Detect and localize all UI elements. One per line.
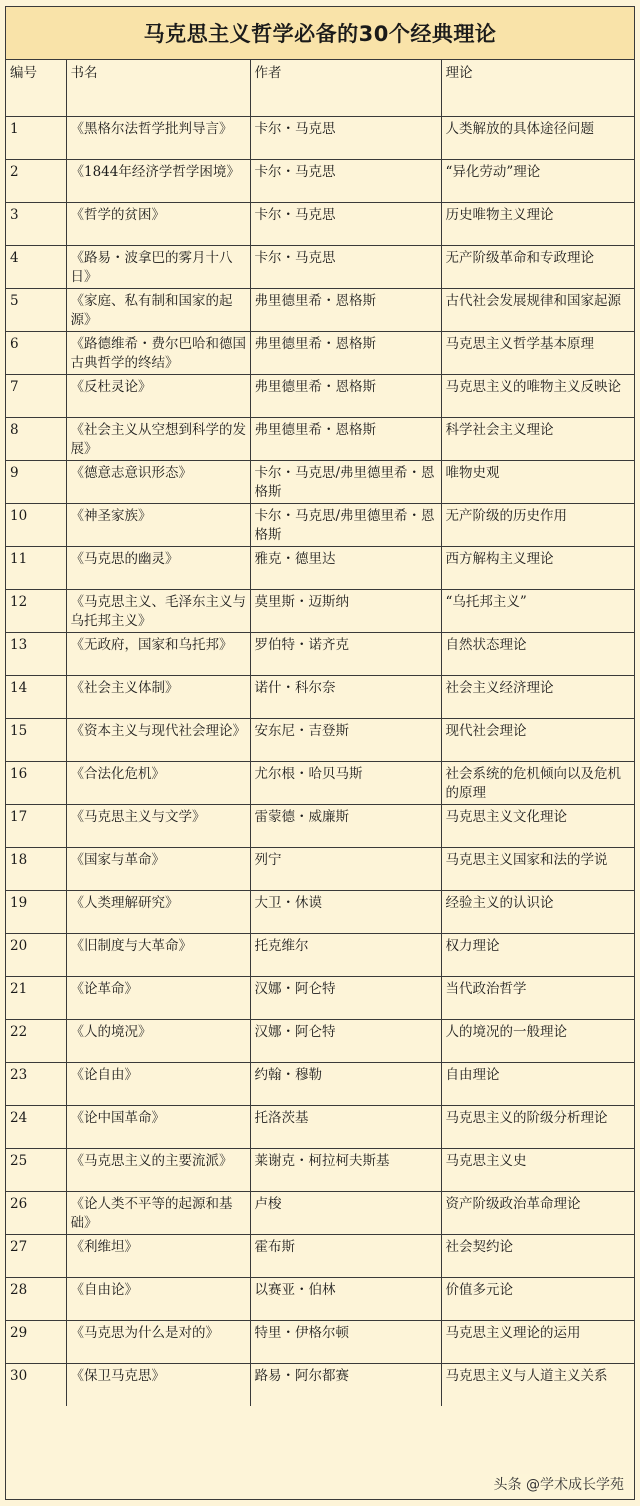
- row-number: 13: [6, 632, 66, 675]
- table-row: [6, 202, 634, 245]
- table-row: [6, 718, 634, 761]
- header-number: 编号: [6, 60, 66, 116]
- header-theory: 理论: [441, 60, 634, 116]
- row-number: 10: [6, 503, 66, 546]
- book-title: 《社会主义从空想到科学的发展》: [66, 417, 250, 460]
- row-number: 24: [6, 1105, 66, 1148]
- header-book-title: 书名: [66, 60, 250, 116]
- table-row: [6, 1019, 634, 1062]
- table-row: [6, 1062, 634, 1105]
- author: 卡尔・马克思/弗里德里希・恩格斯: [250, 460, 441, 503]
- author: 诺什・科尔奈: [250, 675, 441, 718]
- author: 路易・阿尔都赛: [250, 1363, 441, 1406]
- author: 列宁: [250, 847, 441, 890]
- book-title: 《无政府，国家和乌托邦》: [66, 632, 250, 675]
- book-title: 《马克思的幽灵》: [66, 546, 250, 589]
- book-title: 《论革命》: [66, 976, 250, 1019]
- book-title: 《人类理解研究》: [66, 890, 250, 933]
- theory: 古代社会发展规律和国家起源: [441, 288, 634, 331]
- table-row: [6, 804, 634, 847]
- author: 弗里德里希・恩格斯: [250, 331, 441, 374]
- book-title: 《旧制度与大革命》: [66, 933, 250, 976]
- author: 卡尔・马克思: [250, 245, 441, 288]
- theory: 现代社会理论: [441, 718, 634, 761]
- table-row: [6, 503, 634, 546]
- theory: 社会系统的危机倾向以及危机的原理: [441, 761, 634, 804]
- row-number: 28: [6, 1277, 66, 1320]
- book-title: 《马克思主义、毛泽东主义与乌托邦主义》: [66, 589, 250, 632]
- table-row: [6, 761, 634, 804]
- table-row: [6, 288, 634, 331]
- table-row: [6, 675, 634, 718]
- row-number: 22: [6, 1019, 66, 1062]
- watermark: 头条 @学术成长学苑: [492, 1474, 626, 1494]
- table-row: [6, 847, 634, 890]
- book-title: 《1844年经济学哲学困境》: [66, 159, 250, 202]
- author: 卡尔・马克思: [250, 159, 441, 202]
- theory: 科学社会主义理论: [441, 417, 634, 460]
- book-title: 《路易・波拿巴的雾月十八日》: [66, 245, 250, 288]
- row-number: 29: [6, 1320, 66, 1363]
- row-number: 26: [6, 1191, 66, 1234]
- row-number: 6: [6, 331, 66, 374]
- row-number: 16: [6, 761, 66, 804]
- theory: 人类解放的具体途径问题: [441, 116, 634, 159]
- author: 特里・伊格尔顿: [250, 1320, 441, 1363]
- author: 托克维尔: [250, 933, 441, 976]
- table-row: [6, 331, 634, 374]
- row-number: 18: [6, 847, 66, 890]
- table-row: [6, 546, 634, 589]
- book-title: 《论中国革命》: [66, 1105, 250, 1148]
- theory: 马克思主义的阶级分析理论: [441, 1105, 634, 1148]
- table-row: [6, 374, 634, 417]
- theory: 马克思主义国家和法的学说: [441, 847, 634, 890]
- row-number: 11: [6, 546, 66, 589]
- author: 霍布斯: [250, 1234, 441, 1277]
- author: 托洛茨基: [250, 1105, 441, 1148]
- table-row: [6, 460, 634, 503]
- theory: 马克思主义文化理论: [441, 804, 634, 847]
- theory: 权力理论: [441, 933, 634, 976]
- book-title: 《人的境况》: [66, 1019, 250, 1062]
- row-number: 5: [6, 288, 66, 331]
- table-row: [6, 1191, 634, 1234]
- author: 莫里斯・迈斯纳: [250, 589, 441, 632]
- author: 约翰・穆勒: [250, 1062, 441, 1105]
- theory: 资产阶级政治革命理论: [441, 1191, 634, 1234]
- author: 汉娜・阿仑特: [250, 976, 441, 1019]
- author: 卡尔・马克思: [250, 116, 441, 159]
- theory: 价值多元论: [441, 1277, 634, 1320]
- row-number: 27: [6, 1234, 66, 1277]
- table-row: [6, 417, 634, 460]
- author: 汉娜・阿仑特: [250, 1019, 441, 1062]
- book-title: 《家庭、私有制和国家的起源》: [66, 288, 250, 331]
- book-title: 《社会主义体制》: [66, 675, 250, 718]
- author: 雅克・德里达: [250, 546, 441, 589]
- book-title: 《利维坦》: [66, 1234, 250, 1277]
- row-number: 25: [6, 1148, 66, 1191]
- book-title: 《黑格尔法哲学批判导言》: [66, 116, 250, 159]
- book-title: 《资本主义与现代社会理论》: [66, 718, 250, 761]
- book-title: 《自由论》: [66, 1277, 250, 1320]
- table-title: 马克思主义哲学必备的30个经典理论: [6, 7, 634, 60]
- row-number: 21: [6, 976, 66, 1019]
- row-number: 12: [6, 589, 66, 632]
- theory: “异化劳动”理论: [441, 159, 634, 202]
- theory: 经验主义的认识论: [441, 890, 634, 933]
- book-title: 《保卫马克思》: [66, 1363, 250, 1406]
- theory: 无产阶级的历史作用: [441, 503, 634, 546]
- author: 卢梭: [250, 1191, 441, 1234]
- table-row: [6, 245, 634, 288]
- row-number: 8: [6, 417, 66, 460]
- theory: 历史唯物主义理论: [441, 202, 634, 245]
- book-title: 《论人类不平等的起源和基础》: [66, 1191, 250, 1234]
- book-title: 《国家与革命》: [66, 847, 250, 890]
- row-number: 30: [6, 1363, 66, 1406]
- row-number: 4: [6, 245, 66, 288]
- author: 弗里德里希・恩格斯: [250, 288, 441, 331]
- table-row: [6, 1105, 634, 1148]
- theory: 马克思主义哲学基本原理: [441, 331, 634, 374]
- row-number: 14: [6, 675, 66, 718]
- book-title: 《反杜灵论》: [66, 374, 250, 417]
- row-number: 15: [6, 718, 66, 761]
- theory: 社会主义经济理论: [441, 675, 634, 718]
- author: 大卫・休谟: [250, 890, 441, 933]
- table-row: [6, 890, 634, 933]
- book-title: 《合法化危机》: [66, 761, 250, 804]
- table-row: [6, 1363, 634, 1406]
- theory: 马克思主义史: [441, 1148, 634, 1191]
- table-row: [6, 116, 634, 159]
- table-row: [6, 933, 634, 976]
- table-row: [6, 159, 634, 202]
- header-author: 作者: [250, 60, 441, 116]
- book-table-sheet: [5, 6, 635, 1500]
- table-row: [6, 1277, 634, 1320]
- theory: 马克思主义与人道主义关系: [445, 1367, 608, 1384]
- author: 雷蒙德・威廉斯: [250, 804, 441, 847]
- book-title: 《德意志意识形态》: [66, 460, 250, 503]
- table-row: [6, 589, 634, 632]
- book-title: 《神圣家族》: [66, 503, 250, 546]
- row-number: 9: [6, 460, 66, 503]
- theory: 社会契约论: [441, 1234, 634, 1277]
- row-number: 7: [6, 374, 66, 417]
- book-title: 《马克思主义与文学》: [66, 804, 250, 847]
- book-title: 《哲学的贫困》: [66, 202, 250, 245]
- theory: 自然状态理论: [441, 632, 634, 675]
- author: 安东尼・吉登斯: [250, 718, 441, 761]
- theory: 马克思主义的唯物主义反映论: [441, 374, 634, 417]
- theory: 人的境况的一般理论: [441, 1019, 634, 1062]
- row-number: 1: [6, 116, 66, 159]
- theory: 当代政治哲学: [441, 976, 634, 1019]
- author: 尤尔根・哈贝马斯: [250, 761, 441, 804]
- table-row: [6, 1148, 634, 1191]
- author: 弗里德里希・恩格斯: [250, 417, 441, 460]
- author: 以赛亚・伯林: [250, 1277, 441, 1320]
- theory: “乌托邦主义”: [441, 589, 634, 632]
- table-row: [6, 1234, 634, 1277]
- book-title: 《路德维希・费尔巴哈和德国古典哲学的终结》: [66, 331, 250, 374]
- table-row: [6, 976, 634, 1019]
- author: 莱谢克・柯拉柯夫斯基: [250, 1148, 441, 1191]
- theory: 唯物史观: [441, 460, 634, 503]
- row-number: 19: [6, 890, 66, 933]
- author: 卡尔・马克思/弗里德里希・恩格斯: [250, 503, 441, 546]
- book-table: [6, 60, 634, 1406]
- row-number: 23: [6, 1062, 66, 1105]
- theory: 自由理论: [441, 1062, 634, 1105]
- author: 罗伯特・诺齐克: [250, 632, 441, 675]
- row-number: 20: [6, 933, 66, 976]
- row-number: 17: [6, 804, 66, 847]
- theory: 无产阶级革命和专政理论: [441, 245, 634, 288]
- theory: 马克思主义理论的运用: [441, 1320, 634, 1363]
- book-title: 《论自由》: [66, 1062, 250, 1105]
- row-number: 3: [6, 202, 66, 245]
- author: 弗里德里希・恩格斯: [250, 374, 441, 417]
- author: 卡尔・马克思: [250, 202, 441, 245]
- theory: 西方解构主义理论: [441, 546, 634, 589]
- row-number: 2: [6, 159, 66, 202]
- book-title: 《马克思主义的主要流派》: [66, 1148, 250, 1191]
- table-header-row: [6, 60, 634, 116]
- table-row: [6, 632, 634, 675]
- book-title: 《马克思为什么是对的》: [66, 1320, 250, 1363]
- table-row: [6, 1320, 634, 1363]
